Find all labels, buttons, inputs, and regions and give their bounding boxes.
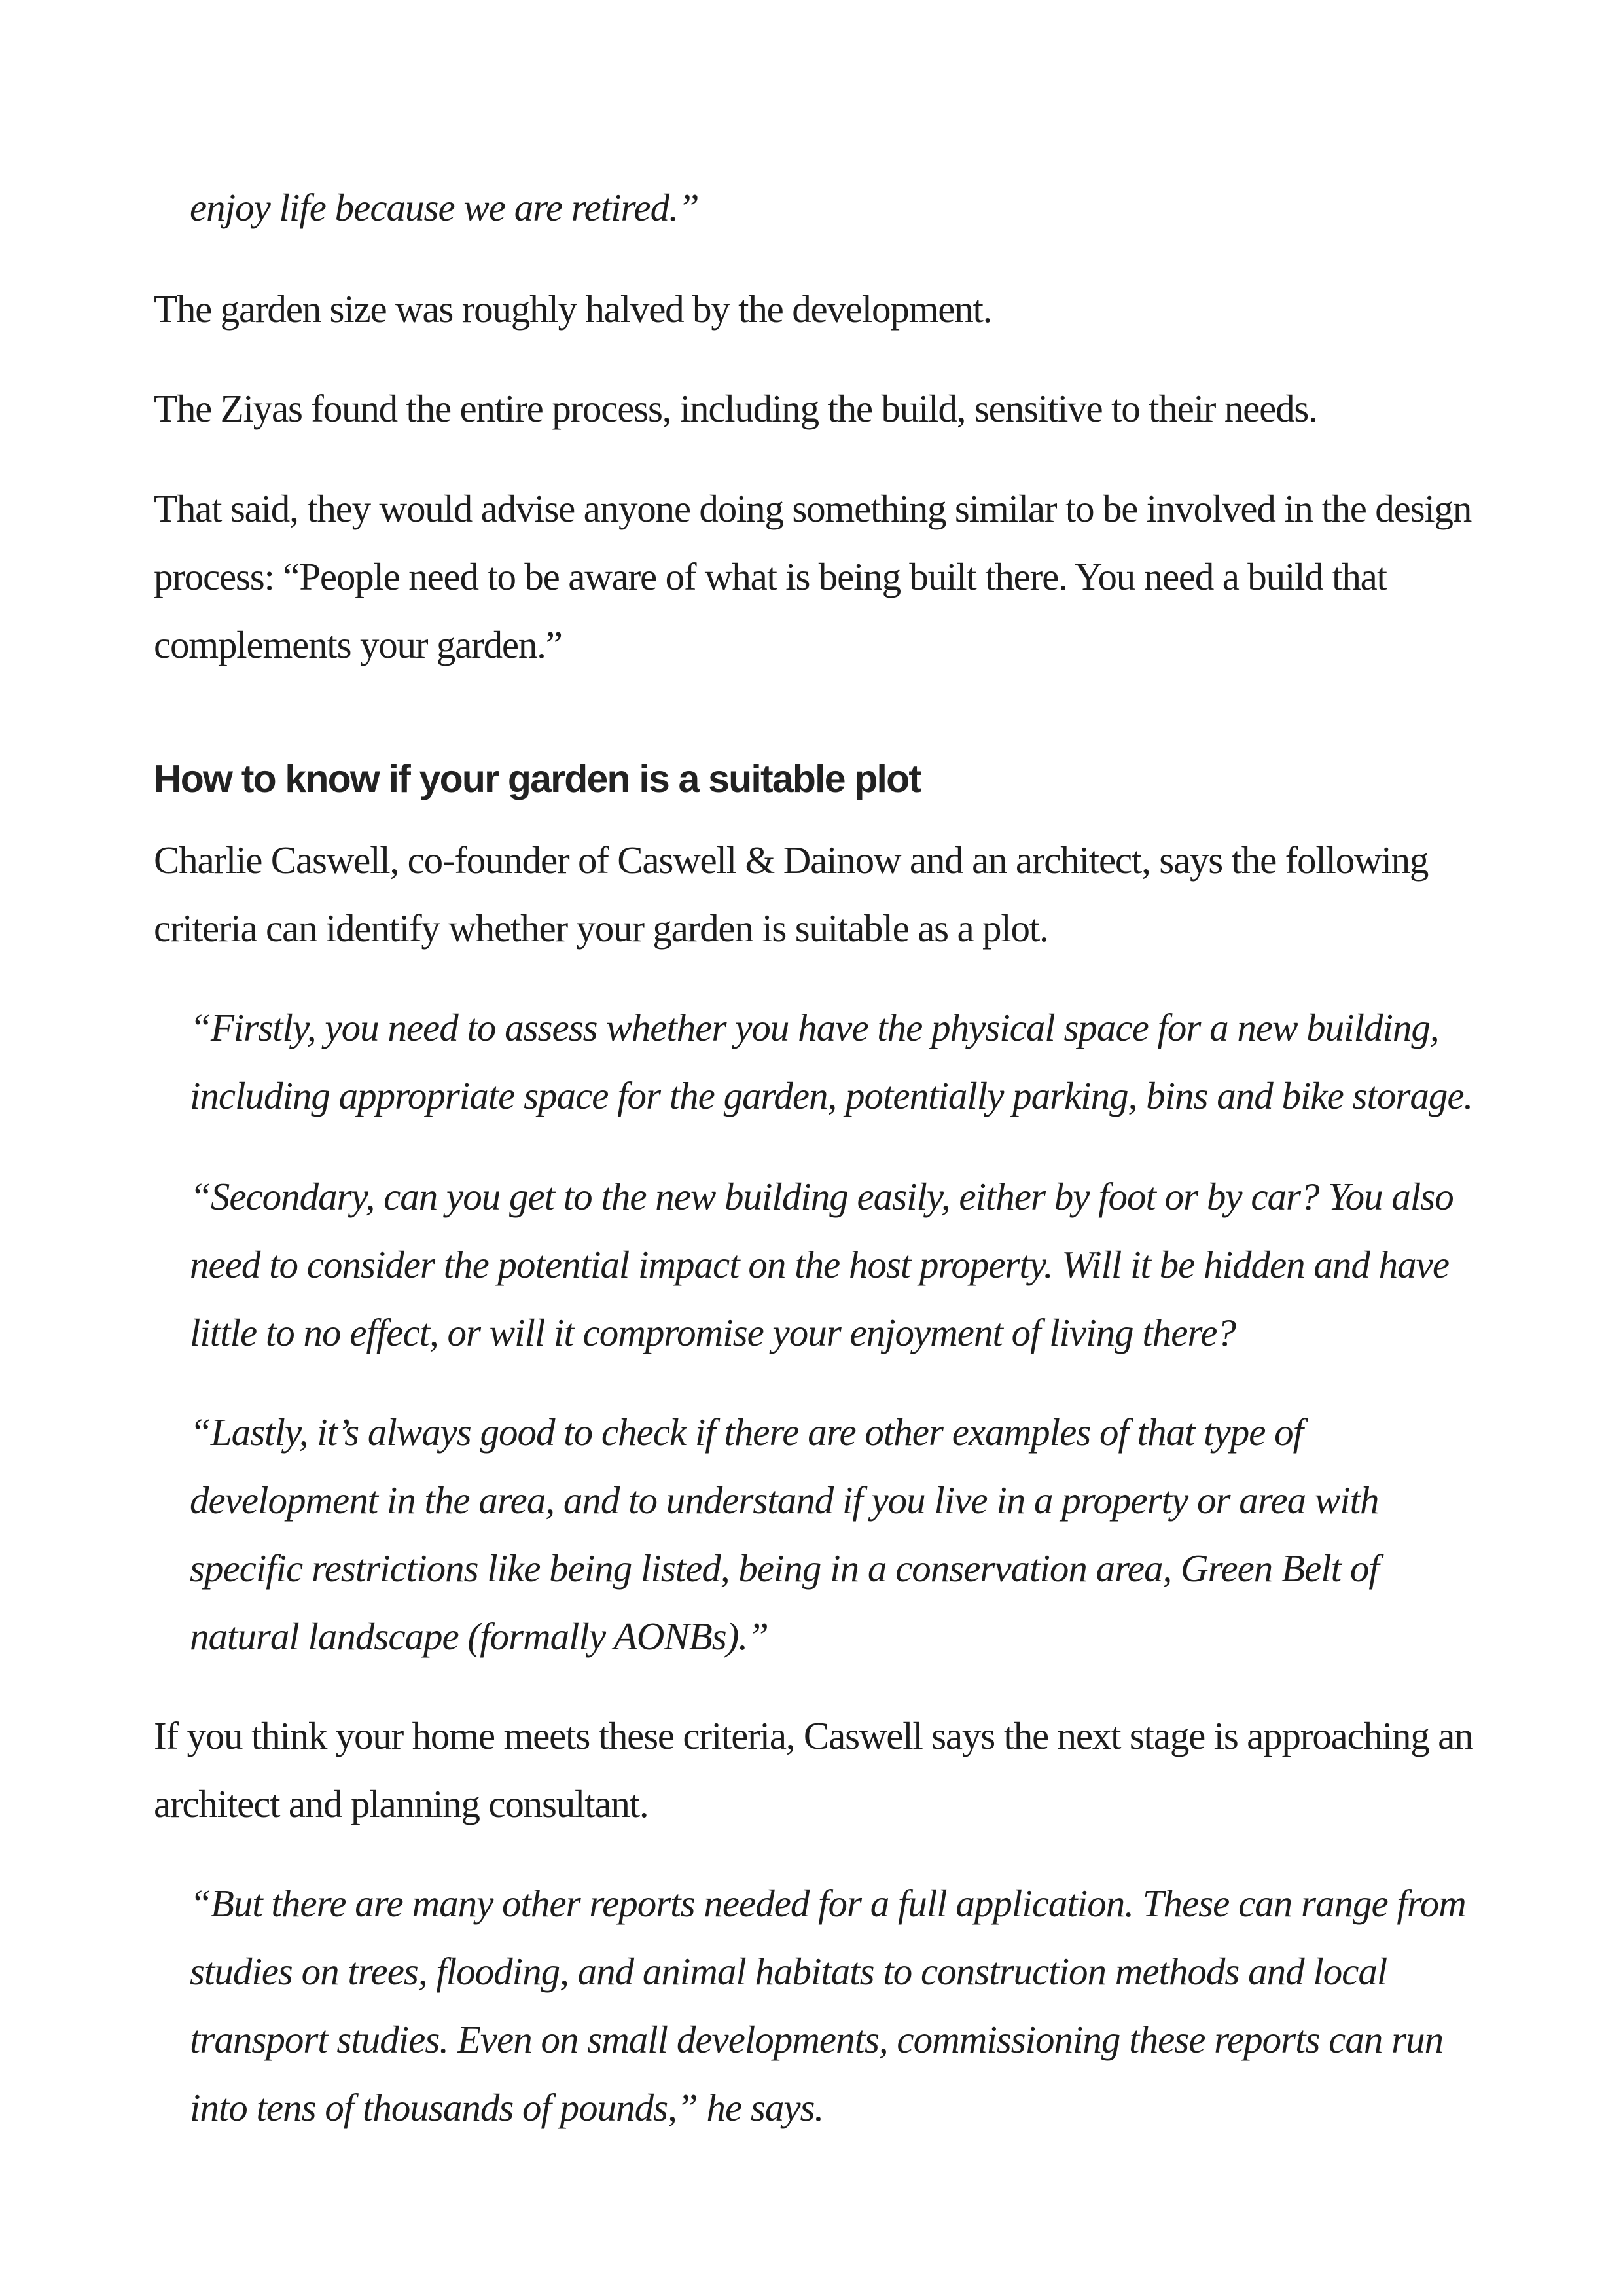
quote-lastly: “Lastly, it’s always good to check if there are other examples of that type of development in the area, and to understand if you live in a property or area with specific restrictions like being listed, being in a conservation area, Green Belt of natural landscape (formally AONBs).”	[190, 1410, 1379, 1658]
paragraph-ziyas-process: The Ziyas found the entire process, including the build, sensitive to their needs.	[154, 387, 1317, 430]
paragraph-garden-size: The garden size was roughly halved by the development.	[154, 287, 992, 331]
quote-firstly: “Firstly, you need to assess whether you have the physical space for a new building, including appropriate space for the garden, potentially parking, bins and bike storage.	[190, 1006, 1473, 1117]
paragraph-caswell-intro: Charlie Caswell, co-founder of Caswell & Dainow and an architect, says the following criteria can identify whether your garden is suitable as a plot.	[154, 838, 1429, 950]
paragraph-next-stage: If you think your home meets these criteria, Caswell says the next stage is approaching an architect and planning consultant.	[154, 1714, 1473, 1825]
section-heading: How to know if your garden is a suitable plot	[154, 757, 921, 800]
paragraph-advice: That said, they would advise anyone doing something similar to be involved in the design process: “People need to be aware of what is being built there. You need a build that complements your garden.”	[154, 487, 1472, 666]
quote-secondary: “Secondary, can you get to the new building easily, either by foot or by car? You also need to consider the potential impact on the host property. Will it be hidden and have little to no effect, or will it compromise your enjoyment of living there?	[190, 1175, 1454, 1354]
quote-retired-end: enjoy life because we are retired.”	[190, 186, 699, 229]
quote-reports: “But there are many other reports needed for a full application. These can range from studies on trees, flooding, and animal habitats to construction methods and local transport studies. Even on small developments, commissioning these reports can run into tens of thousands of pounds,” he says.	[190, 1882, 1466, 2129]
